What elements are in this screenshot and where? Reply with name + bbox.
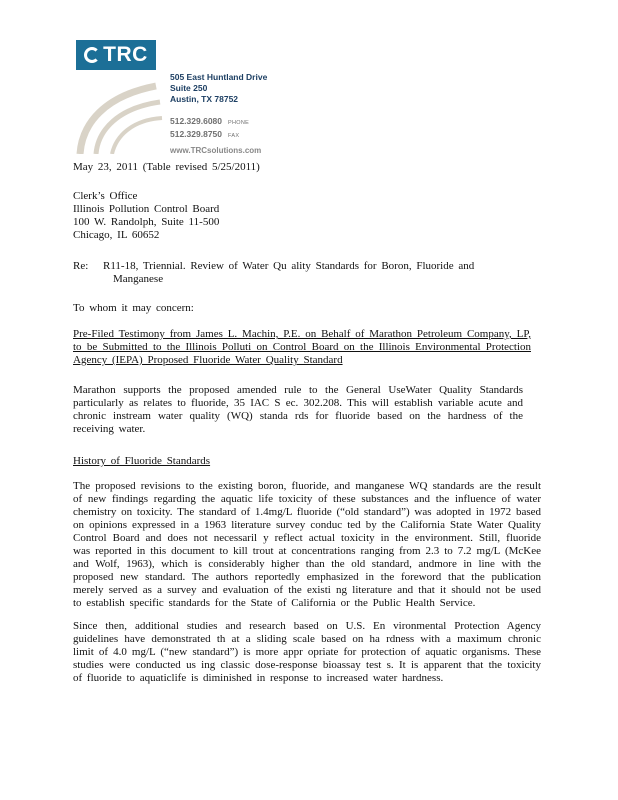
letter-date: May 23, 2011 (Table revised 5/25/2011) xyxy=(73,161,260,173)
recipient-line: Illinois Pollution Control Board xyxy=(73,203,220,215)
letterhead-swirl-icon xyxy=(74,74,164,154)
letterhead-address xyxy=(170,72,267,105)
logo-text: TRC xyxy=(103,43,148,66)
recipient-line: 100 W. Randolph, Suite 11-500 xyxy=(73,216,220,228)
recipient-address xyxy=(73,190,219,242)
body-paragraph: Marathon supports the proposed amended rule to the General UseWater Quality Standards particularly as relates to fluoride, 35 IAC S ec. 302.208. This will establish variable acute and chronic instream water quality (WQ) standa rds for fluoride based on the hardness of the receiving water. xyxy=(73,384,523,435)
subject-text xyxy=(103,260,523,286)
address-line: Austin, TX 78752 xyxy=(170,94,239,104)
trc-logo-mark-icon xyxy=(84,47,100,63)
subject-label: Re: xyxy=(73,260,89,272)
website-link[interactable]: www.TRCsolutions.com xyxy=(170,146,262,155)
body-paragraph: Since then, additional studies and research based on U.S. En vironmental Protection Agency guidelines have demonstrated th at a sliding scale based on ha rdness with a maximum chronic limit of 4.0 mg/L (“new standard”) is more appr opriate for protection of aquatic organisms. These studies were conducted us ing classic dose-response bioassay test s. It is apparent that the toxicity of fluoride to aquaticlife is diminished in response to increased water hardness. xyxy=(73,620,541,684)
salutation: To whom it may concern: xyxy=(73,302,194,314)
fax-label: FAX xyxy=(228,133,240,139)
address-line: Suite 250 xyxy=(170,83,208,93)
recipient-line: Clerk’s Office xyxy=(73,190,138,202)
testimony-heading: Pre-Filed Testimony from James L. Machin, P.E. on Behalf of Marathon Petroleum Company, LP, to be Submitted to the Illinois Polluti on Control Board on the Illinois Environmental Protection Agency (IEPA) Proposed Fluoride Water Quality Standard xyxy=(73,328,531,366)
section-heading: History of Fluoride Standards xyxy=(73,455,211,467)
recipient-line: Chicago, IL 60652 xyxy=(73,229,160,241)
phone-label: PHONE xyxy=(228,120,250,126)
letterhead-contact xyxy=(170,116,249,142)
phone-line xyxy=(170,116,249,129)
fax-line xyxy=(170,129,249,142)
fax-number: 512.329.8750 xyxy=(170,129,222,139)
address-line: 505 East Huntland Drive xyxy=(170,72,268,82)
body-paragraph: The proposed revisions to the existing boron, fluoride, and manganese WQ standards are the result of new findings regarding the aquatic life toxicity of these substances and the influence of water chemistry on toxicity. The standard of 1.4mg/L fluoride (“old standard”) was adopted in 1972 based on opinions expressed in a 1963 literature survey conduc ted by the California State Water Quality Control Board and does not necessaril y reflect actual toxicity in the environment. Still, fluoride was reported in this document to kill trout at concentrations ranging from 2.3 to 7.2 mg/L (McKee and Wolf, 1963), which is considerably higher than the old standard, andmore in line with the proposed new standard. The authors reportedly emphasized in the foreword that the publication merely served as a survey and evaluation of the existi ng literature and that it should not be used to establish specific standards for the State of California or the Public Health Service. xyxy=(73,480,541,609)
trc-logo xyxy=(76,40,156,70)
subject-line: R11-18, Triennial. Review of Water Qu ality Standards for Boron, Fluoride and xyxy=(103,260,475,272)
subject-line: Manganese xyxy=(113,273,164,285)
phone-number: 512.329.6080 xyxy=(170,116,222,126)
